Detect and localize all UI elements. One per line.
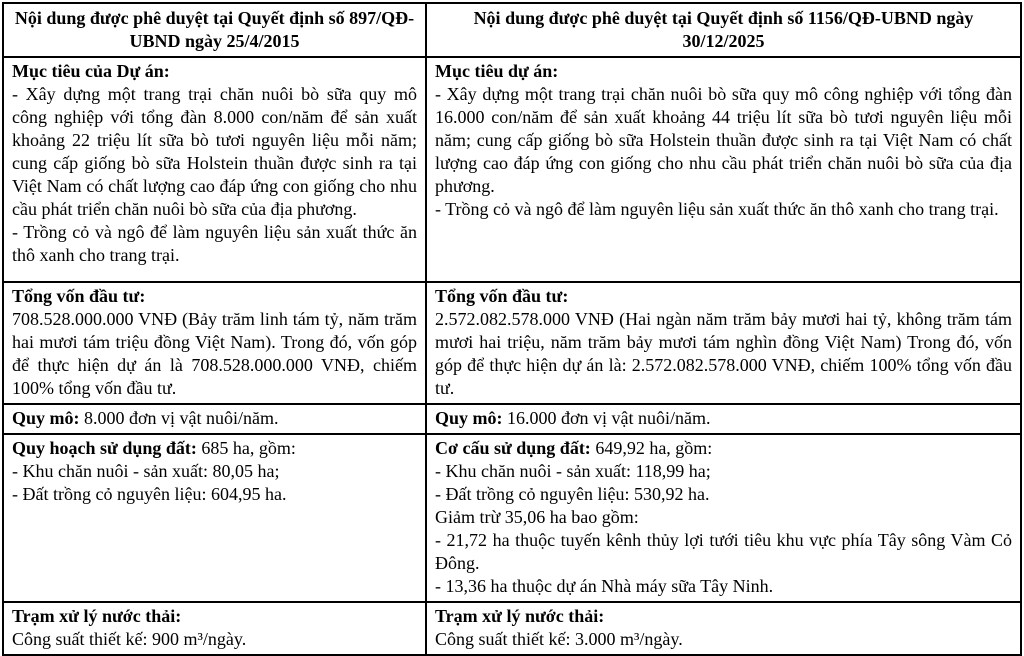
row-tram-xu-ly: [3, 602, 1021, 655]
cell-first-line: [435, 285, 1012, 308]
cell-first-line: [12, 285, 417, 308]
cell-quy-mo-897: [3, 404, 426, 434]
cell-tram-xu-ly-897: [3, 602, 426, 655]
header-row: [3, 3, 1021, 57]
cell-paragraph: - 13,36 ha thuộc dự án Nhà máy sữa Tây Ninh.: [435, 576, 774, 596]
cell-label: Mục tiêu của Dự án:: [12, 61, 170, 81]
cell-first-line: [435, 60, 1012, 83]
cell-label: Quy mô:: [12, 408, 80, 428]
cell-label: Cơ cấu sử dụng đất:: [435, 438, 591, 458]
cell-paragraph: Công suất thiết kế: 3.000 m³/ngày.: [435, 629, 683, 649]
cell-paragraph: Công suất thiết kế: 900 m³/ngày.: [12, 629, 247, 649]
cell-paragraph: - Đất trồng cỏ nguyên liệu: 530,92 ha.: [435, 484, 710, 504]
cell-paragraph: - Khu chăn nuôi - sản xuất: 80,05 ha;: [12, 461, 280, 481]
cell-label: Tổng vốn đầu tư:: [12, 286, 146, 306]
cell-first-line: [12, 437, 417, 460]
cell-paragraph: Giảm trừ 35,06 ha bao gồm:: [435, 507, 639, 527]
cell-label-rest: 685 ha, gồm:: [196, 438, 296, 458]
cell-paragraph: - Trồng cỏ và ngô để làm nguyên liệu sản xuất thức ăn thô xanh cho trang trại.: [12, 222, 417, 265]
column-header-decision-897: Nội dung được phê duyệt tại Quyết định số 897/QĐ-UBND ngày 25/4/2015: [3, 3, 426, 57]
cell-tong-von-897: [3, 282, 426, 404]
cell-first-line: [435, 437, 1012, 460]
cell-paragraph: - Khu chăn nuôi - sản xuất: 118,99 ha;: [435, 461, 711, 481]
cell-label-rest: 16.000 đơn vị vật nuôi/năm.: [502, 408, 711, 428]
cell-muc-tieu-897: [3, 57, 426, 282]
cell-su-dung-dat-897: [3, 434, 426, 602]
row-tong-von: [3, 282, 1021, 404]
cell-muc-tieu-1156: [426, 57, 1021, 282]
cell-paragraph: - 21,72 ha thuộc tuyến kênh thủy lợi tưới tiêu khu vực phía Tây sông Vàm Cỏ Đông.: [435, 530, 1012, 573]
row-su-dung-dat: [3, 434, 1021, 602]
cell-tong-von-1156: [426, 282, 1021, 404]
cell-su-dung-dat-1156: [426, 434, 1021, 602]
cell-paragraph: - Xây dựng một trang trại chăn nuôi bò sữa quy mô công nghiệp với tổng đàn 16.000 con/năm để sản xuất khoảng 44 triệu lít sữa bò tươi nguyên liệu mỗi năm; cung cấp giống bò sữa Holstein thuần được sinh ra tại Việt Nam có chất lượng cao đáp ứng con giống cho nhu cầu phát triển chăn nuôi bò sữa của địa phương.: [435, 84, 1012, 196]
row-muc-tieu: [3, 57, 1021, 282]
cell-paragraph: - Xây dựng một trang trại chăn nuôi bò sữa quy mô công nghiệp với tổng đàn 8.000 con/năm để sản xuất khoảng 22 triệu lít sữa bò tươi nguyên liệu mỗi năm; cung cấp giống bò sữa Holstein thuần được sinh ra tại Việt Nam có chất lượng cao đáp ứng con giống cho nhu cầu phát triển chăn nuôi bò sữa của địa phương.: [12, 84, 417, 219]
cell-first-line: [12, 605, 417, 628]
cell-quy-mo-1156: [426, 404, 1021, 434]
cell-paragraph: 708.528.000.000 VNĐ (Bảy trăm linh tám tỷ, năm trăm hai mươi tám triệu đồng Việt Nam). Trong đó, vốn góp để thực hiện dự án là 708.528.000.000 VNĐ, chiếm 100% tổng vốn đầu tư.: [12, 309, 417, 398]
cell-label: Trạm xử lý nước thải:: [12, 606, 182, 626]
cell-label-rest: 8.000 đơn vị vật nuôi/năm.: [79, 408, 279, 428]
cell-label-rest: 649,92 ha, gồm:: [590, 438, 713, 458]
cell-first-line: [435, 407, 1012, 430]
cell-first-line: [435, 605, 1012, 628]
cell-label: Trạm xử lý nước thải:: [435, 606, 605, 626]
column-header-decision-1156: Nội dung được phê duyệt tại Quyết định số 1156/QĐ-UBND ngày 30/12/2025: [426, 3, 1021, 57]
row-quy-mo: [3, 404, 1021, 434]
cell-paragraph: - Đất trồng cỏ nguyên liệu: 604,95 ha.: [12, 484, 287, 504]
cell-label: Quy mô:: [435, 408, 503, 428]
cell-first-line: [12, 60, 417, 83]
cell-paragraph: 2.572.082.578.000 VNĐ (Hai ngàn năm trăm bảy mươi hai tỷ, không trăm tám mươi hai triệu, năm trăm bảy mươi tám nghìn đồng Việt Nam) Trong đó, vốn góp để thực hiện dự án là: 2.572.082.578.000 VNĐ, chiếm 100% tổng vốn đầu tư.: [435, 309, 1012, 398]
cell-label: Quy hoạch sử dụng đất:: [12, 438, 197, 458]
cell-label: Tổng vốn đầu tư:: [435, 286, 569, 306]
cell-paragraph: - Trồng cỏ và ngô để làm nguyên liệu sản xuất thức ăn thô xanh cho trang trại.: [435, 199, 999, 219]
approval-comparison-table: [2, 2, 1022, 656]
cell-tram-xu-ly-1156: [426, 602, 1021, 655]
cell-label: Mục tiêu dự án:: [435, 61, 559, 81]
cell-first-line: [12, 407, 417, 430]
